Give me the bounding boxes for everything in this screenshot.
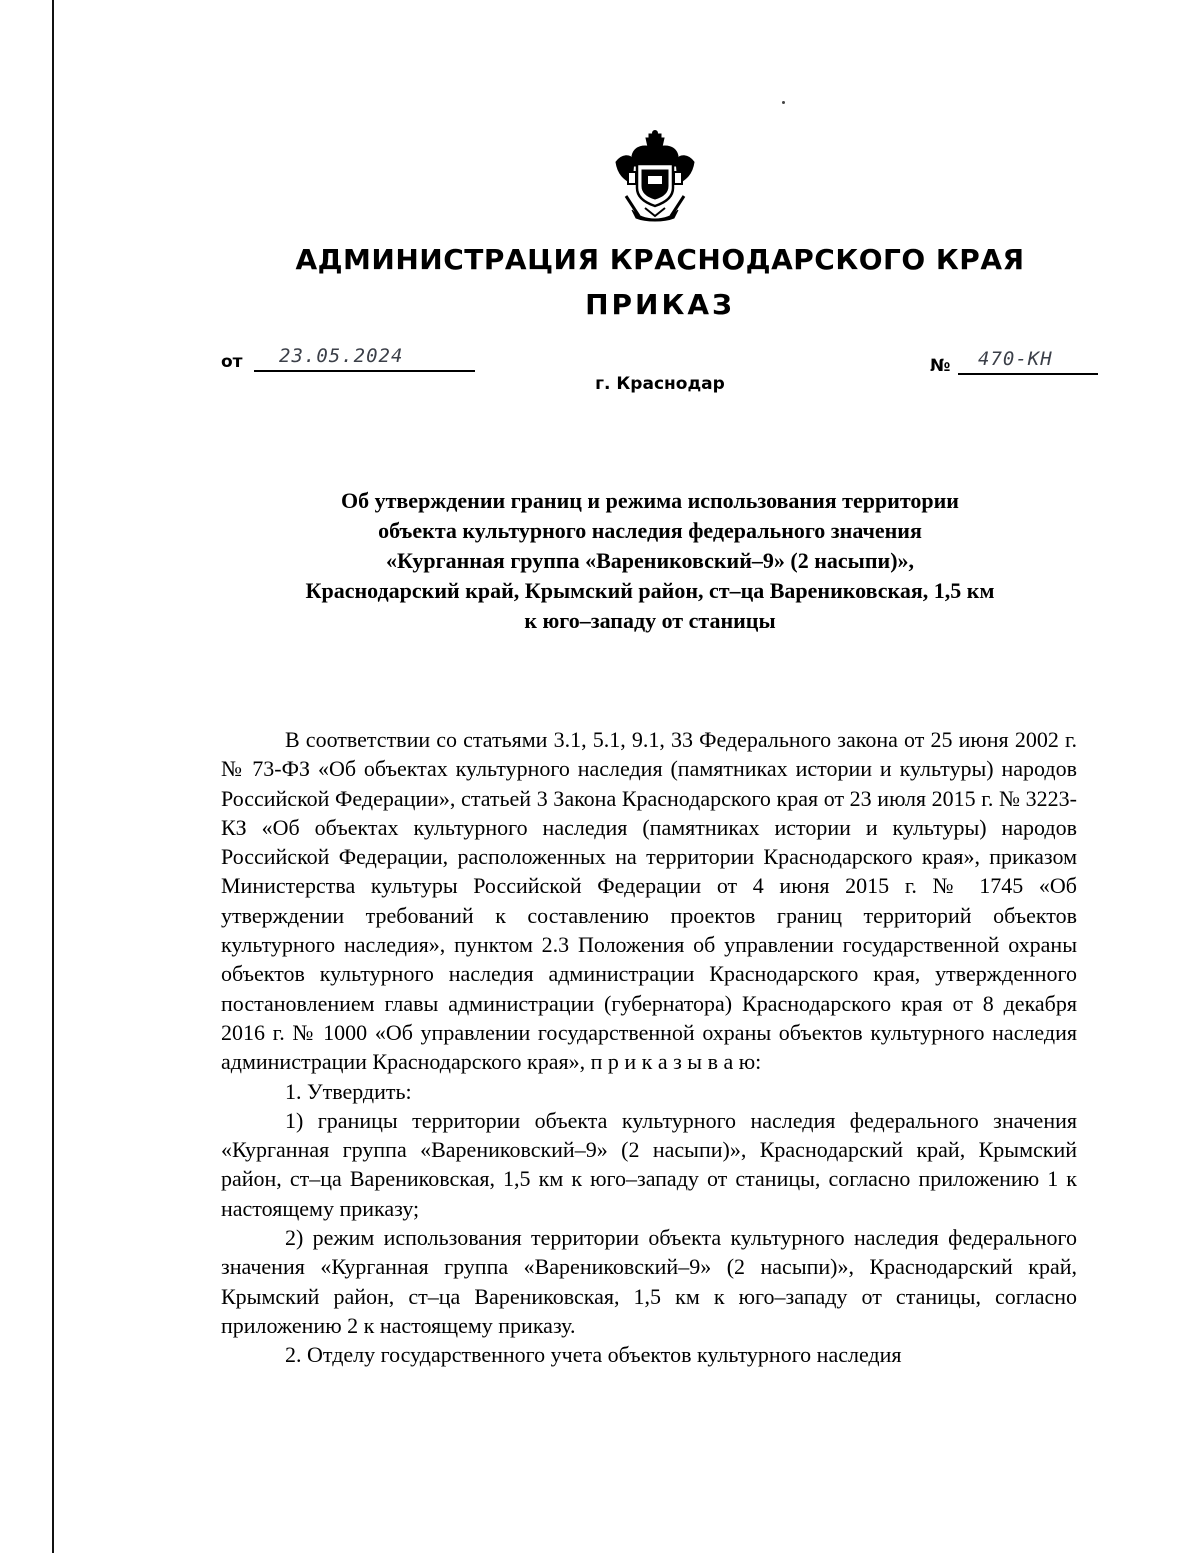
document-subject (200, 486, 1100, 636)
date-underline (254, 370, 475, 372)
document-body (221, 725, 1077, 1370)
preamble-paragraph: В соответствии со статьями 3.1, 5.1, 9.1, 33 Федерального закона от 25 июня 2002 г. № 73-ФЗ «Об объектах культурного наследия (памятниках истории и культуры) народов Российской Федерации», статьей 3 Закона Краснодарского края от 23 июля 2015 г. № 3223-КЗ «Об объектах культурного наследия (памятниках истории и культуры) народов Российской Федерации, расположенных на территории Краснодарского края», приказом Министерства культуры Российской Федерации от 4 июня 2015 г. № 1745 «Об утверждении требований к составлению проектов границ территорий объектов культурного наследия», пунктом 2.3 Положения об управлении государственной охраны объектов культурного наследия администрации Краснодарского края, утвержденного постановлением главы администрации (губернатора) Краснодарского края от 8 декабря 2016 г. № 1000 «Об управлении государственной охраны объектов культурного наследия администрации Краснодарского края», п р и к а з ы в а ю: (221, 727, 1077, 1075)
subject-line: объекта культурного наследия федерального значения (378, 518, 922, 543)
subject-line: Об утверждении границ и режима использования территории (341, 488, 959, 513)
scan-edge (52, 0, 54, 1553)
subject-line: к юго–западу от станицы (524, 608, 776, 633)
order-item-1: 1. Утвердить: (285, 1078, 412, 1104)
order-item-1-2: 2) режим использования территории объекта культурного наследия федерального значения «Курганная группа «Варениковский–9» (2 насыпи)», Краснодарский край, Крымский район, ст–ца Варениковская, 1,5 км к юго–западу от станицы, согласно приложению 2 к настоящему приказу. (221, 1225, 1077, 1338)
scan-speck (782, 101, 785, 104)
subject-line: Краснодарский край, Крымский район, ст–ца Варениковская, 1,5 км (305, 578, 995, 603)
city: г. Краснодар (595, 374, 725, 394)
coat-of-arms-icon (612, 130, 698, 222)
subject-line: «Курганная группа «Варениковский–9» (2 насыпи)», (385, 548, 915, 573)
order-item-1-1: 1) границы территории объекта культурного наследия федерального значения «Курганная группа «Варениковский–9» (2 насыпи)», Краснодарский край, Крымский район, ст–ца Варениковская, 1,5 км к юго–западу от станицы, согласно приложению 1 к настоящему приказу; (221, 1107, 1077, 1221)
number-value: 470-КН (978, 348, 1053, 370)
document-type: ПРИКАЗ (585, 288, 735, 321)
date-prefix: от (221, 352, 243, 372)
date-value: 23.05.2024 (279, 345, 404, 367)
number-prefix: № (930, 356, 951, 376)
organization-title: АДМИНИСТРАЦИЯ КРАСНОДАРСКОГО КРАЯ (295, 243, 1025, 276)
order-item-2: 2. Отделу государственного учета объектов культурного наследия (285, 1342, 902, 1368)
